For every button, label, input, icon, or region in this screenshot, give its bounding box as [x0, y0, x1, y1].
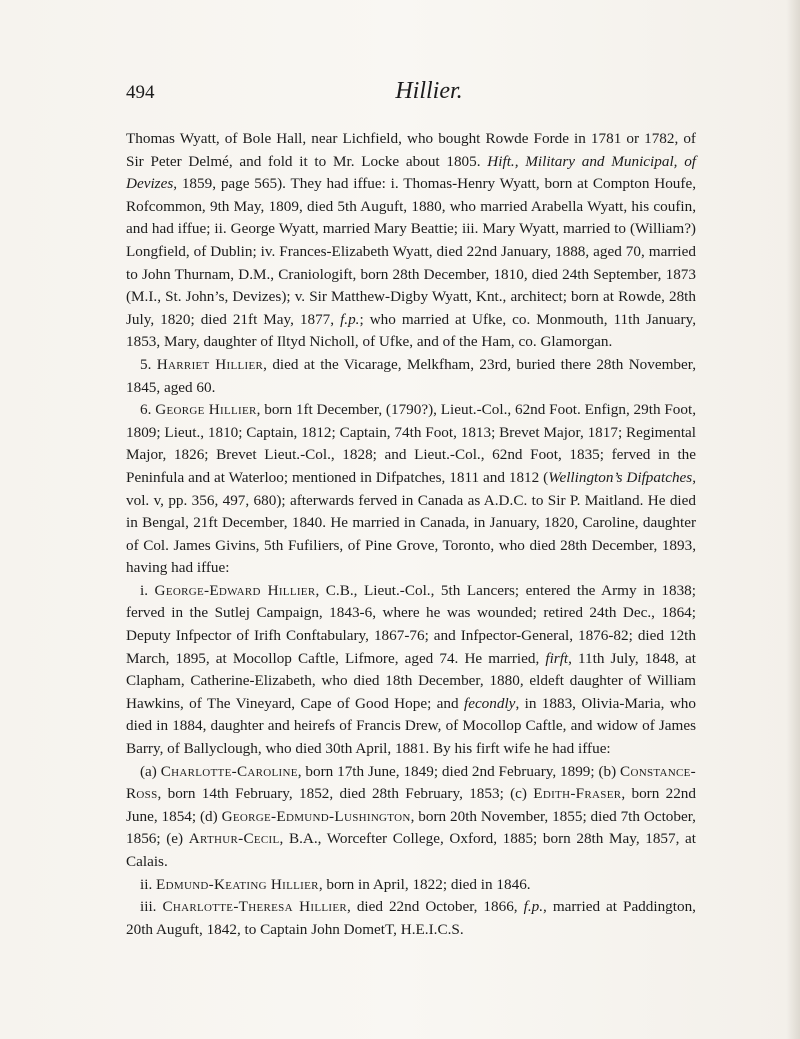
text-run: i.: [140, 581, 155, 599]
italic-text: fecondly: [463, 694, 516, 712]
italic-text: f.p.: [340, 310, 360, 328]
text-run: ; who married at Ufke, co. Monmouth, 11th January, 1853, Mary, daughter of Iltyd Nicholl, of Ufke, and of the Ham, co. Glamorgan.: [126, 310, 696, 351]
text-run: , vol. v, pp. 356, 497, 680); afterwards ferved in Canada as A.D.C. to Sir P. Maitland. He died in Bengal, 21ft December, 1840. He married in Canada, in January, 1820, Caroline, daughter of Col. James Givins, 5th Fufiliers, of Pine Grove, Toronto, who died 28th December, 1893, having had iffue:: [126, 468, 696, 577]
paragraph: [126, 128, 696, 354]
text-run: , B.A., Worcefter College, Oxford, 1885; born 28th May, 1857, at Calais.: [126, 830, 697, 870]
text-run: , 1859, page 565). They had iffue: i. Thomas-Henry Wyatt, born at Compton Houfe, Rofcommon, 9th May, 1809, died 5th Auguft, 1880, who married Arabella Wyatt, his coufin, and had iffue; ii. George Wyatt, married Mary Beattie; iii. Mary Wyatt, married to (William?) Longfield, of Dublin; iv. Frances-Elizabeth Wyatt, died 22nd January, 1888, aged 70, married to John Thurnam, D.M., Craniologift, born 28th December, 1810, died 24th September, 1873 (M.I., St. John’s, Devizes); v. Sir Matthew-Digby Wyatt, Knt., architect; born at Rowde, 28th July, 1820; died 21ft May, 1877,: [126, 175, 696, 328]
text-run: , born 20th November, 1855; died 7th October, 1856; (e): [126, 807, 696, 848]
body-text: [126, 128, 696, 941]
paragraph: [126, 874, 696, 897]
text-run: , in 1883, Olivia-Maria, who died in 1884, daughter and heirefs of Francis Drew, of Mocollop Caftle, and widow of James Barry, of Ballyclough, who died 30th April, 1881. By his firft wife he had iffue:: [126, 694, 696, 758]
name-smallcaps: George-Edmund-Lushington: [221, 807, 411, 825]
running-title: Hillier.: [395, 78, 463, 104]
text-run: , born in April, 1822; died in 1846.: [318, 875, 531, 893]
paragraph: [126, 896, 696, 941]
italic-text: firft: [545, 649, 569, 667]
text-run: , died 22nd October, 1866,: [347, 898, 524, 916]
paragraph: [126, 761, 696, 874]
name-smallcaps: Charlotte-Caroline: [160, 762, 298, 780]
text-run: 6.: [140, 401, 156, 419]
name-smallcaps: George-Edward Hillier: [154, 581, 316, 599]
text-run: , born 17th June, 1849; died 2nd February, 1899; (b): [297, 762, 621, 780]
name-smallcaps: George Hillier: [155, 401, 257, 419]
text-run: iii.: [140, 898, 163, 916]
name-smallcaps: Edmund-Keating Hillier: [156, 875, 319, 893]
text-run: (a): [140, 762, 161, 780]
text-run: Thomas Wyatt, of Bole Hall, near Lichfield, who bought Rowde Forde in 1781 or 1782, of Sir Peter Delmé, and fold it to Mr. Locke about 1805.: [126, 130, 696, 170]
text-run: , died at the Vicarage, Melkfham, 23rd, buried there 28th November, 1845, aged 60.: [126, 355, 697, 396]
text-run: , married at Paddington, 20th Auguft, 1842, to Captain John DometT, H.E.I.C.S.: [126, 898, 696, 938]
page-header: [126, 78, 692, 112]
name-smallcaps: Harriet Hillier: [156, 355, 264, 373]
page-number: 494: [126, 82, 155, 103]
text-run: ii.: [140, 875, 157, 893]
italic-text: Hift., Military and Municipal, of Devizes: [126, 152, 697, 193]
name-smallcaps: Charlotte-Theresa Hillier: [162, 898, 348, 916]
paragraph: [126, 399, 696, 580]
italic-text: Wellington’s Difpatches: [548, 468, 693, 486]
text-run: , born 22nd June, 1854; (d): [126, 785, 696, 825]
name-smallcaps: Constance-Ross: [126, 762, 697, 803]
text-run: , 11th July, 1848, at Clapham, Catherine-Elizabeth, who died 18th December, 1880, eldeft daughter of William Hawkins, of The Vineyard, Cape of Good Hope; and: [126, 649, 696, 712]
text-run: , born 1ft December, (1790?), Lieut.-Col., 62nd Foot. Enfign, 29th Foot, 1809; Lieut., 1810; Captain, 1812; Captain, 74th Foot, 1813; Brevet Major, 1817; Regimental Major, 1826; Brevet Lieut.-Col., 1828; and Lieut.-Col., 62nd Foot, 1835; ferved in the Peninfula and at Waterloo; mentioned in Difpatches, 1811 and 1812 (: [126, 401, 697, 486]
italic-text: f.p.: [523, 898, 544, 916]
text-run: , born 14th February, 1852, died 28th February, 1853; (c): [157, 785, 534, 803]
name-smallcaps: Edith-Fraser: [533, 785, 622, 803]
text-run: 5.: [140, 355, 157, 373]
page-edge-shadow: [786, 0, 800, 1039]
name-smallcaps: Arthur-Cecil: [188, 830, 280, 848]
paragraph: [126, 580, 696, 761]
paragraph: [126, 354, 696, 399]
text-run: , C.B., Lieut.-Col., 5th Lancers; entered the Army in 1838; ferved in the Sutlej Campaign, 1843-6, where he was wounded; retired 24th Dec., 1864; Deputy Infpector of Irifh Conftabulary, 1867-76; and Infpector-General, 1876-82; died 12th March, 1895, at Mocollop Caftle, Lifmore, aged 74. He married,: [126, 581, 696, 667]
